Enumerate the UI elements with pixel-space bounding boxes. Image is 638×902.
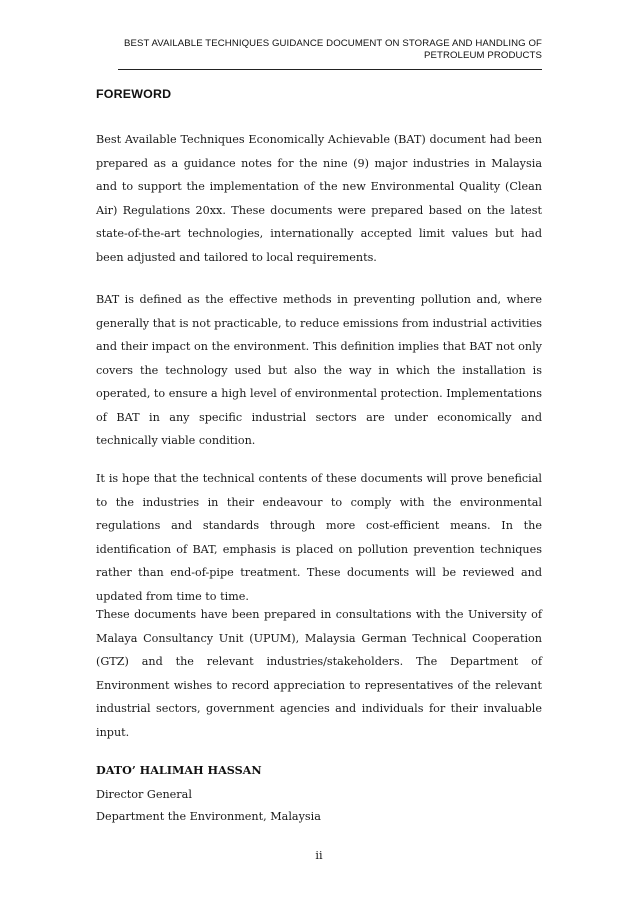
signatory-title: Director General <box>96 788 192 801</box>
paragraph-2: BAT is defined as the effective methods in preventing pollution and, where generally that is not practicable, to reduce emissions from industrial activities and their impact on the environment. This definition implies that BAT not only covers the technology used but also the way in which the installation is operated, to ensure a high level of environmental protection. Implementations of BAT in any specific industrial sectors are under economically and technically viable condition. <box>96 293 542 447</box>
page-number: ii <box>315 849 323 862</box>
paragraph-4: These documents have been prepared in consultations with the University of Malaya Consultancy Unit (UPUM), Malaysia German Technical Cooperation (GTZ) and the relevant industries/stakeholders. The Department of Environment wishes to record appreciation to representatives of the relevant industrial sectors, government agencies and individuals for their invaluable input. <box>96 608 542 739</box>
header-divider <box>118 69 542 70</box>
running-header-line-2: PETROLEUM PRODUCTS <box>423 50 542 61</box>
paragraph-1: Best Available Techniques Economically Achievable (BAT) document had been prepared as a guidance notes for the nine (9) major industries in Malaysia and to support the implementation of the new Environmental Quality (Clean Air) Regulations 20xx. These documents were prepared based on the latest state-of-the-art technologies, internationally accepted limit values but had been adjusted and tailored to local requirements. <box>96 133 542 264</box>
running-header-line-1: BEST AVAILABLE TECHNIQUES GUIDANCE DOCUMENT ON STORAGE AND HANDLING OF <box>123 38 542 49</box>
signatory-department: Department the Environment, Malaysia <box>96 810 321 823</box>
running-header <box>102 38 542 62</box>
signatory-name: DATO’ HALIMAH HASSAN <box>96 763 262 777</box>
paragraph-3: It is hope that the technical contents of these documents will prove beneficial to the industries in their endeavour to comply with the environmental regulations and standards through more cost-efficient means. In the identification of BAT, emphasis is placed on pollution prevention techniques rather than end-of-pipe treatment. These documents will be reviewed and updated from time to time. <box>96 472 542 603</box>
page-title: FOREWORD <box>96 87 172 101</box>
